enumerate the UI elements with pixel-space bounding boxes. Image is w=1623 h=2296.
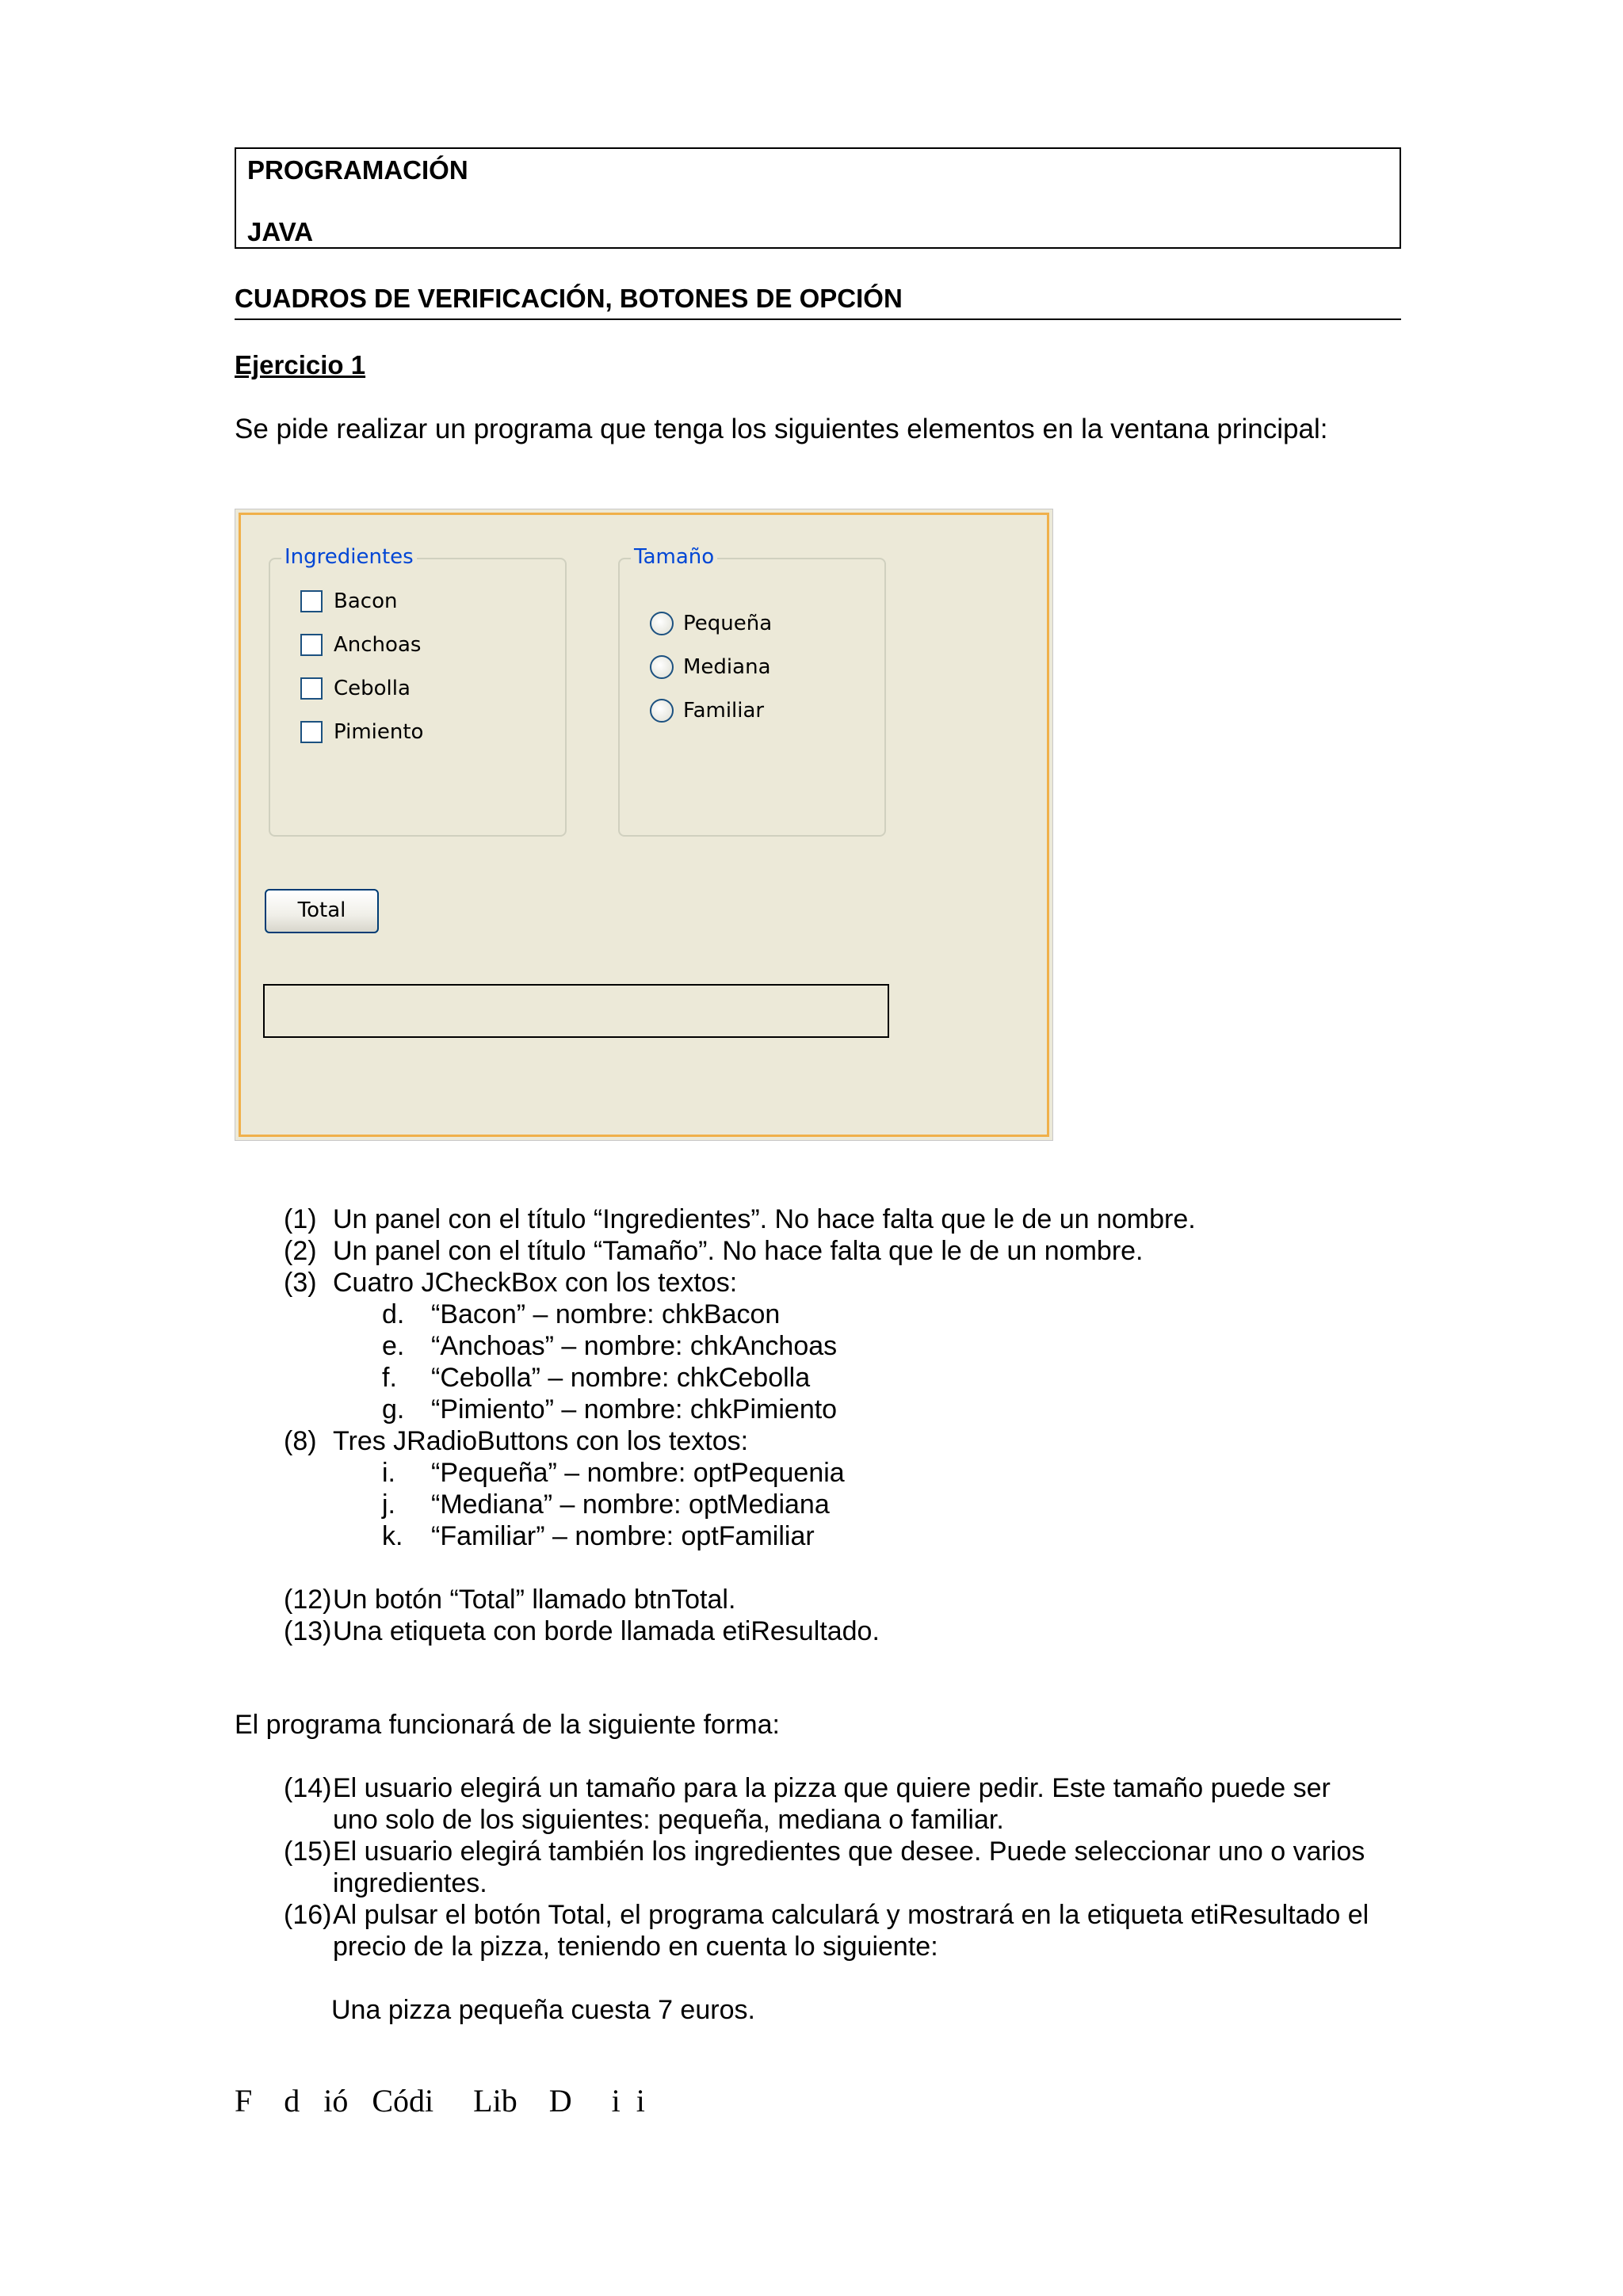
checkbox-bacon[interactable] — [300, 589, 397, 613]
sublist-letter: g. — [382, 1394, 405, 1425]
checkbox-label: Cebolla — [334, 677, 411, 700]
sublist-letter: f. — [382, 1363, 397, 1393]
list-item-line: Al pulsar el botón Total, el programa calculará y mostrará en la etiqueta etiResultado el — [333, 1900, 1369, 1930]
list-item: Un panel con el título “Tamaño”. No hace falta que le de un nombre. — [333, 1236, 1144, 1266]
radio-circle-icon[interactable] — [650, 655, 674, 679]
sublist-item: “Mediana” – nombre: optMediana — [431, 1489, 830, 1520]
sublist-letter: i. — [382, 1458, 395, 1488]
checkbox-pimiento[interactable] — [300, 720, 423, 744]
list-number: (13) — [284, 1616, 332, 1646]
checkbox-box-icon[interactable] — [300, 634, 323, 656]
section-title: CUADROS DE VERIFICACIÓN, BOTONES DE OPCIÓN — [235, 282, 1401, 320]
list-item: Un panel con el título “Ingredientes”. No hace falta que le de un nombre. — [333, 1204, 1196, 1234]
list-item: Una etiqueta con borde llamada etiResultado. — [333, 1616, 880, 1646]
radio-label: Familiar — [683, 699, 765, 723]
list-number: (15) — [284, 1836, 332, 1867]
checkbox-label: Bacon — [334, 589, 398, 613]
checkbox-box-icon[interactable] — [300, 721, 323, 743]
sublist-letter: d. — [382, 1299, 405, 1329]
list-item-line: uno solo de los siguientes: pequeña, mediana o familiar. — [333, 1805, 1004, 1835]
list-item-line: ingredientes. — [333, 1868, 487, 1898]
sublist-item: “Anchoas” – nombre: chkAnchoas — [431, 1331, 838, 1361]
page-footer: F d ió Códi Lib D i i — [235, 2083, 645, 2119]
radio-mediana[interactable] — [650, 655, 771, 679]
radio-circle-icon[interactable] — [650, 699, 674, 723]
sublist-item: “Pimiento” – nombre: chkPimiento — [431, 1394, 838, 1425]
sublist-letter: k. — [382, 1521, 403, 1551]
header-box — [235, 147, 1401, 249]
sublist-letter: j. — [382, 1489, 395, 1520]
size-panel-title: Tamaño — [631, 545, 717, 569]
radio-label: Pequeña — [683, 612, 773, 635]
list-number: (1) — [284, 1204, 317, 1234]
size-panel — [618, 545, 886, 837]
exercise-title: Ejercicio 1 — [235, 350, 366, 379]
sublist-item: “Bacon” – nombre: chkBacon — [431, 1299, 781, 1329]
checkbox-box-icon[interactable] — [300, 677, 323, 700]
list-item-line: El usuario elegirá un tamaño para la pizza que quiere pedir. Este tamaño puede ser — [333, 1773, 1331, 1803]
example-window — [235, 509, 1053, 1141]
list-number: (12) — [284, 1585, 332, 1615]
radio-pequena[interactable] — [650, 612, 772, 635]
sublist-item: “Pequeña” – nombre: optPequenia — [431, 1458, 845, 1488]
total-button[interactable]: Total — [265, 889, 379, 933]
list-item: Cuatro JCheckBox con los textos: — [333, 1268, 738, 1298]
list-item-line: El usuario elegirá también los ingredientes que desee. Puede seleccionar uno o varios — [333, 1836, 1365, 1867]
checkbox-label: Anchoas — [334, 633, 422, 657]
checkbox-anchoas[interactable] — [300, 633, 421, 657]
list-number: (3) — [284, 1268, 317, 1298]
checkbox-cebolla[interactable] — [300, 677, 411, 700]
intro-paragraph: Se pide realizar un programa que tenga los siguientes elementos en la ventana principal: — [235, 414, 1328, 444]
sublist-letter: e. — [382, 1331, 405, 1361]
radio-familiar[interactable] — [650, 699, 764, 723]
result-label — [263, 984, 889, 1038]
checkbox-box-icon[interactable] — [300, 590, 323, 612]
ingredients-panel — [269, 545, 567, 837]
list-item: Tres JRadioButtons con los textos: — [333, 1426, 749, 1456]
list-number: (14) — [284, 1773, 332, 1803]
list-number: (8) — [284, 1426, 317, 1456]
list-number: (16) — [284, 1900, 332, 1930]
checkbox-label: Pimiento — [334, 720, 424, 744]
sublist-item: “Cebolla” – nombre: chkCebolla — [431, 1363, 811, 1393]
sublist-item: “Familiar” – nombre: optFamiliar — [431, 1521, 815, 1551]
radio-circle-icon[interactable] — [650, 612, 674, 635]
functioning-intro: El programa funcionará de la siguiente forma: — [235, 1710, 780, 1740]
list-item-line: precio de la pizza, teniendo en cuenta lo siguiente: — [333, 1932, 938, 1962]
header-language: JAVA — [247, 217, 314, 246]
price-note: Una pizza pequeña cuesta 7 euros. — [331, 1995, 755, 2025]
header-subject: PROGRAMACIÓN — [247, 155, 468, 185]
list-item: Un botón “Total” llamado btnTotal. — [333, 1585, 736, 1615]
list-number: (2) — [284, 1236, 317, 1266]
ingredients-panel-title: Ingredientes — [281, 545, 417, 569]
window-content — [239, 513, 1049, 1137]
radio-label: Mediana — [683, 655, 771, 679]
